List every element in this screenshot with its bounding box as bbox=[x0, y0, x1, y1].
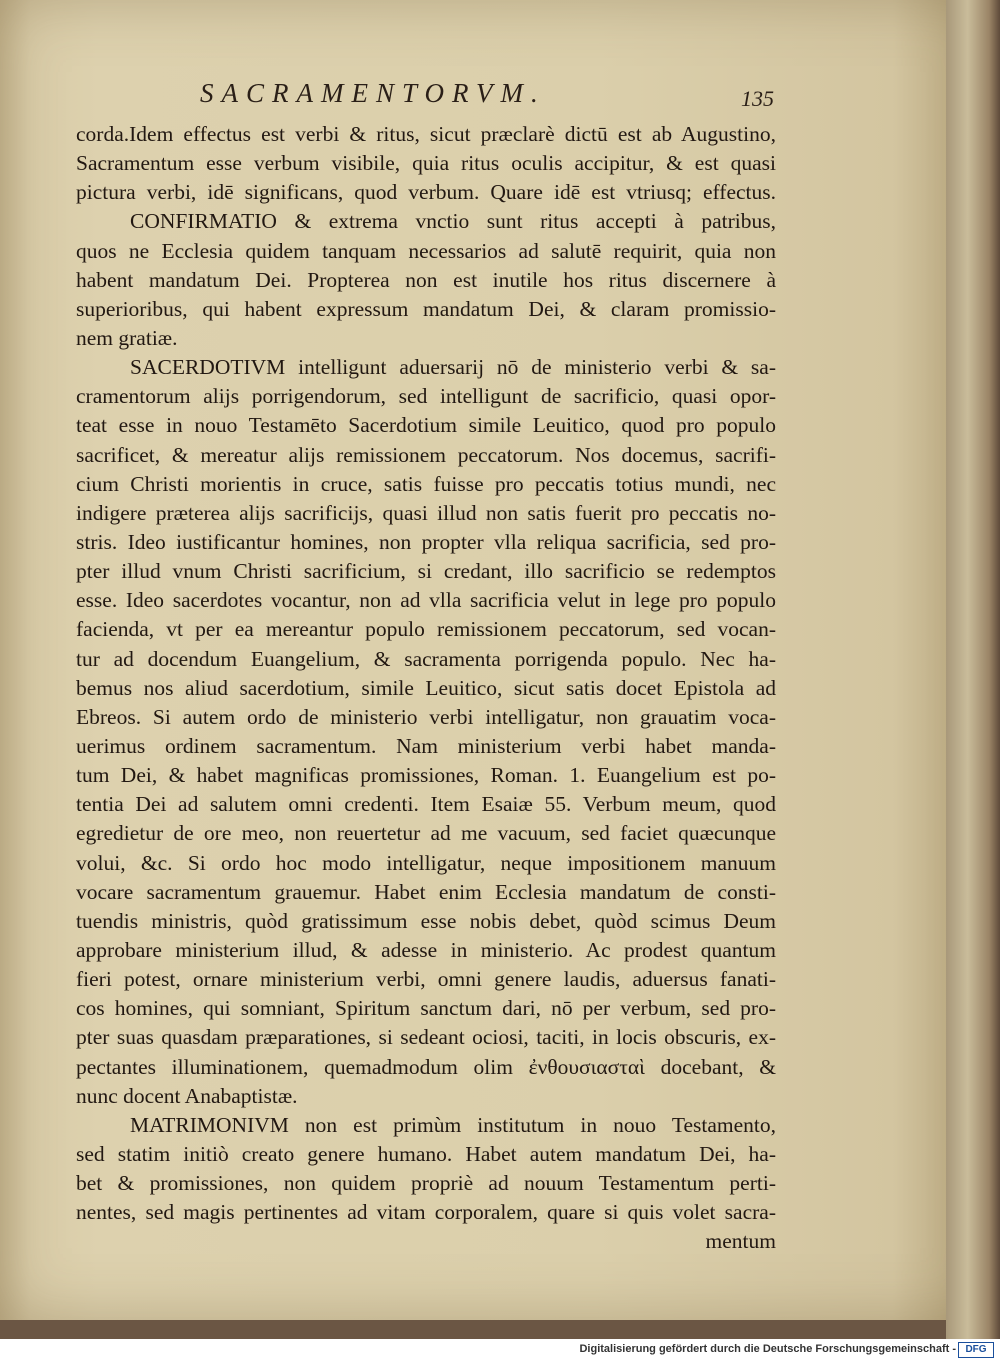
text-line: uerimus ordinem sacramentum. Nam ministerium verbi habet manda- bbox=[76, 733, 776, 758]
page-number: 135 bbox=[741, 86, 774, 111]
text-line: tur ad docendum Euangelium, & sacramenta porrigenda populo. Nec ha- bbox=[76, 646, 776, 671]
catchword: mentum bbox=[705, 1229, 776, 1254]
text-line: Sacramentum esse verbum visibile, quia ritus oculis accipitur, & est quasi bbox=[76, 151, 776, 176]
text-line: fieri potest, ornare ministerium verbi, omni genere laudis, aduersus fanati- bbox=[76, 967, 776, 992]
text-line: pictura verbi, idē significans, quod verbum. Quare idē est vtriusq; effectus. bbox=[76, 180, 776, 205]
text-line: indigere præterea alijs sacrificijs, quasi illud non satis fuerit pro peccatis no- bbox=[76, 500, 776, 525]
text-line: nentes, sed magis pertinentes ad vitam corporalem, quare si quis volet sacra- bbox=[76, 1200, 776, 1225]
text-line: tum Dei, & habet magnificas promissiones, Roman. 1. Euangelium est po- bbox=[76, 763, 776, 788]
text-line: vocare sacramentum grauemur. Habet enim Ecclesia mandatum de consti- bbox=[76, 879, 776, 904]
text-line: teat esse in nouo Testamēto Sacerdotium simile Leuitico, quod pro populo bbox=[76, 413, 776, 438]
text-line: pectantes illuminationem, quemadmodum olim ἐνθουσιασταὶ docebant, & bbox=[76, 1054, 776, 1079]
paragraph-start-sacerdotium: SACERDOTIVM intelligunt aduersarij nō de ministerio verbi & sa- bbox=[130, 355, 776, 380]
text-line: pter illud vnum Christi sacrificium, si credant, illo sacrificio se redemptos bbox=[76, 559, 776, 584]
paragraph-start-confirmatio: CONFIRMATIO & extrema vnctio sunt ritus accepti à patribus, bbox=[130, 209, 776, 234]
text-line: tentia Dei ad salutem omni credenti. Item Esaiæ 55. Verbum meum, quod bbox=[76, 792, 776, 817]
page-edge bbox=[946, 0, 1000, 1340]
text-line: cos homines, qui somniant, Spiritum sanctum dari, nō per verbum, sed pro- bbox=[76, 996, 776, 1021]
text-line: Ebreos. Si autem ordo de ministerio verbi intelligatur, non grauatim voca- bbox=[76, 704, 776, 729]
text-line: egredietur de ore meo, non reuertetur ad me vacuum, sed faciet quæcunque bbox=[76, 821, 776, 846]
text-line: esse. Ideo sacerdotes vocantur, non ad vlla sacrificia velut in lege pro populo bbox=[76, 588, 776, 613]
text-line: nem gratiæ. bbox=[76, 325, 178, 350]
text-block bbox=[76, 120, 776, 1256]
text-line: superioribus, qui habent expressum mandatum Dei, & claram promissio- bbox=[76, 296, 776, 321]
running-head: SACRAMENTORVM. bbox=[200, 78, 546, 108]
text-line: cium Christi morientis in cruce, satis fuisse pro peccatis totius mundi, nec bbox=[76, 471, 776, 496]
text-line: corda.Idem effectus est verbi & ritus, sicut præclarè dictū est ab Augustino, bbox=[76, 122, 776, 146]
text-line: stris. Ideo iustificantur homines, non propter vlla reliqua sacrificia, sed pro- bbox=[76, 529, 776, 554]
text-line: bemus nos aliud sacerdotium, simile Leuitico, sicut satis docet Epistola ad bbox=[76, 675, 776, 700]
dfg-logo: DFG bbox=[958, 1342, 994, 1358]
text-line: tuendis ministris, quòd gratissimum esse nobis debet, quòd scimus Deum bbox=[76, 908, 776, 933]
text-line: sed statim initiò creato genere humano. Habet autem mandatum Dei, ha- bbox=[76, 1141, 776, 1166]
text-line: facienda, vt per ea mereantur populo remissionem peccatorum, sed vocan- bbox=[76, 617, 776, 642]
text-line: nunc docent Anabaptistæ. bbox=[76, 1083, 298, 1108]
text-line: quos ne Ecclesia quidem tanquam necessarios ad salutē requirit, quia non bbox=[76, 238, 776, 263]
text-line: sacrificet, & mereatur alijs remissionem peccatorum. Nos docemus, sacrifi- bbox=[76, 442, 776, 467]
digitization-credit: Digitalisierung gefördert durch die Deutsche Forschungsgemeinschaft - bbox=[579, 1343, 956, 1355]
text-line: volui, &c. Si ordo hoc modo intelligatur, neque impositionem manuum bbox=[76, 850, 776, 875]
text-line: bet & promissiones, non quidem propriè ad nouum Testamentum perti- bbox=[76, 1171, 776, 1196]
paragraph-start-matrimonium: MATRIMONIVM non est primùm institutum in nouo Testamento, bbox=[130, 1112, 776, 1137]
text-line: cramentorum alijs porrigendorum, sed intelligunt de sacrificio, quasi opor- bbox=[76, 384, 776, 409]
text-line: pter suas quasdam præparationes, si sedeant ociosi, taciti, in locis obscuris, ex- bbox=[76, 1025, 776, 1050]
text-line: approbare ministerium illud, & adesse in ministerio. Ac prodest quantum bbox=[76, 937, 776, 962]
text-line: habent mandatum Dei. Propterea non est inutile hos ritus discernere à bbox=[76, 267, 776, 292]
